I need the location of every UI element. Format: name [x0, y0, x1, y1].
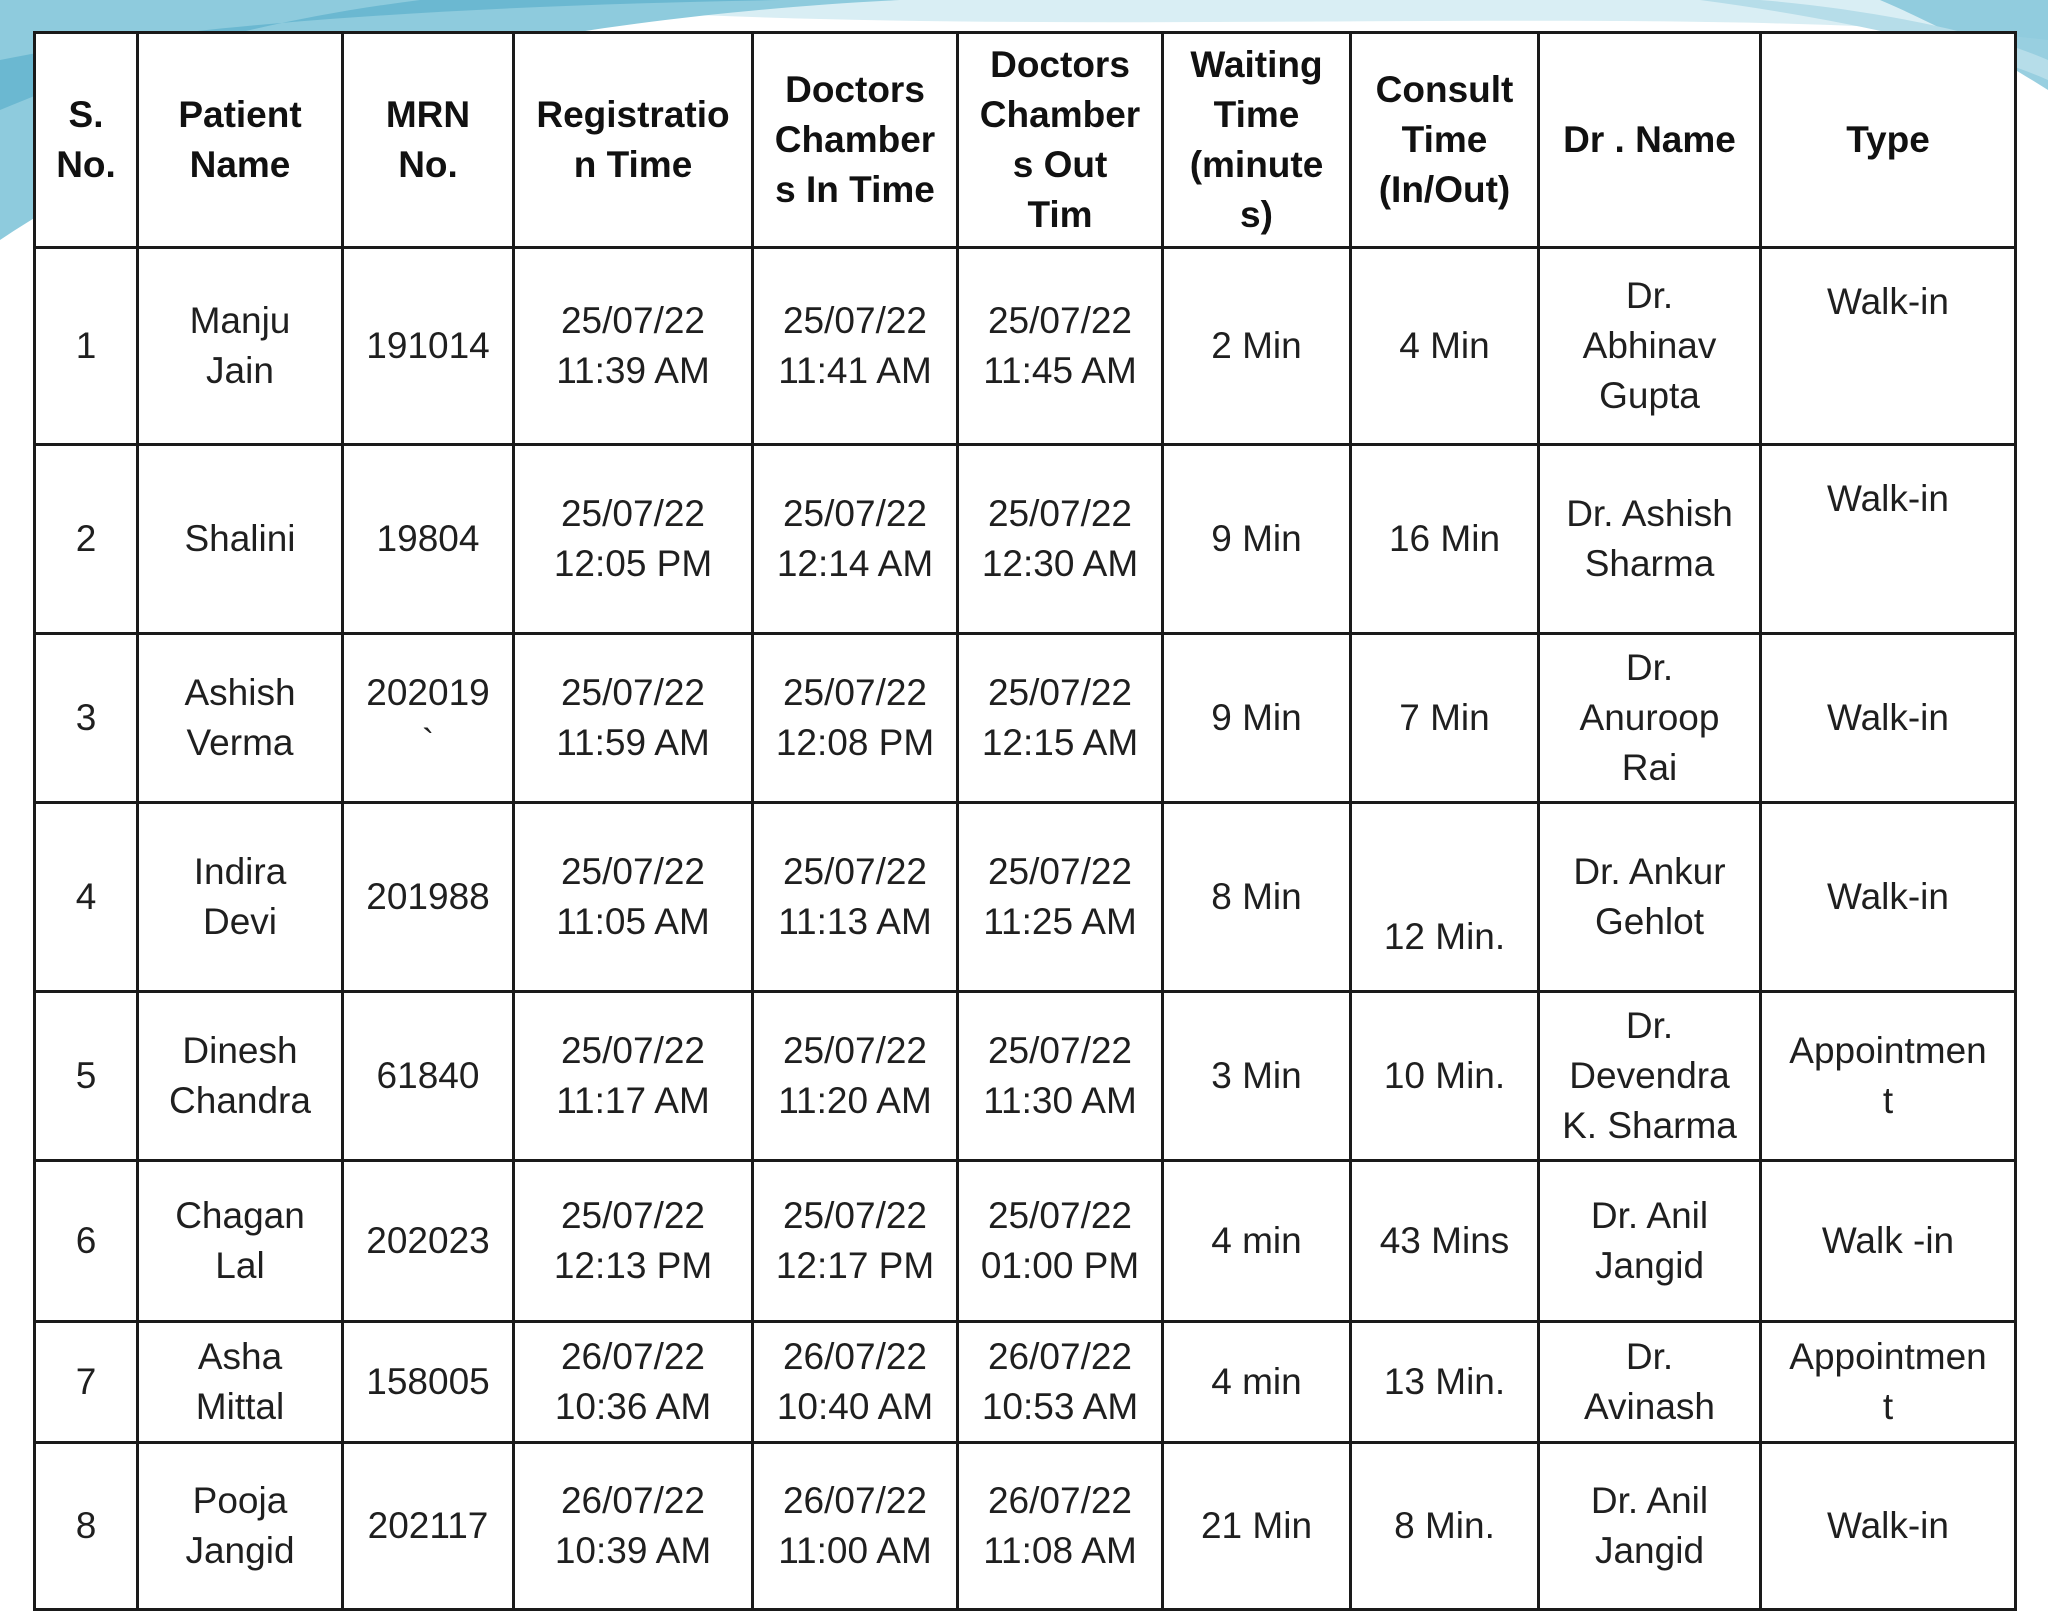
cell-sno: 6 [35, 1161, 138, 1322]
cell-chamber-in-time: 26/07/22 10:40 AM [753, 1322, 958, 1443]
cell-waiting-time: 9 Min [1163, 634, 1351, 803]
cell-waiting-time: 21 Min [1163, 1443, 1351, 1610]
cell-registration-time: 25/07/22 11:05 AM [514, 803, 753, 992]
cell-chamber-in-time: 26/07/22 11:00 AM [753, 1443, 958, 1610]
cell-chamber-out-time: 25/07/22 11:25 AM [958, 803, 1163, 992]
cell-registration-time: 25/07/22 12:13 PM [514, 1161, 753, 1322]
cell-chamber-in-time: 25/07/22 11:20 AM [753, 992, 958, 1161]
cell-type: Walk-in [1761, 445, 2016, 634]
cell-patient-name: Asha Mittal [138, 1322, 343, 1443]
cell-consult-time: 8 Min. [1351, 1443, 1539, 1610]
cell-sno: 7 [35, 1322, 138, 1443]
cell-chamber-out-time: 26/07/22 10:53 AM [958, 1322, 1163, 1443]
header-patient-name: Patient Name [138, 33, 343, 248]
header-waiting-time: Waiting Time (minute s) [1163, 33, 1351, 248]
cell-mrn: 202019 ` [343, 634, 514, 803]
cell-registration-time: 25/07/22 11:59 AM [514, 634, 753, 803]
cell-mrn: 158005 [343, 1322, 514, 1443]
cell-mrn: 191014 [343, 248, 514, 445]
cell-chamber-out-time: 25/07/22 11:45 AM [958, 248, 1163, 445]
cell-mrn: 202117 [343, 1443, 514, 1610]
cell-registration-time: 26/07/22 10:36 AM [514, 1322, 753, 1443]
cell-doctor-name: Dr. Devendra K. Sharma [1539, 992, 1761, 1161]
cell-doctor-name: Dr. Anil Jangid [1539, 1161, 1761, 1322]
table-row [35, 248, 2016, 445]
header-mrn: MRN No. [343, 33, 514, 248]
header-registration-time: Registratio n Time [514, 33, 753, 248]
cell-waiting-time: 4 min [1163, 1161, 1351, 1322]
cell-mrn: 202023 [343, 1161, 514, 1322]
header-sno: S. No. [35, 33, 138, 248]
cell-mrn: 61840 [343, 992, 514, 1161]
cell-patient-name: Indira Devi [138, 803, 343, 992]
cell-patient-name: Shalini [138, 445, 343, 634]
patient-waiting-table [33, 31, 2017, 1611]
cell-chamber-in-time: 25/07/22 12:17 PM [753, 1161, 958, 1322]
cell-consult-time: 43 Mins [1351, 1161, 1539, 1322]
cell-chamber-out-time: 25/07/22 12:30 AM [958, 445, 1163, 634]
cell-waiting-time: 9 Min [1163, 445, 1351, 634]
cell-type: Walk -in [1761, 1161, 2016, 1322]
header-dr-name: Dr . Name [1539, 33, 1761, 248]
cell-doctor-name: Dr. Avinash [1539, 1322, 1761, 1443]
cell-chamber-in-time: 25/07/22 12:08 PM [753, 634, 958, 803]
table-row [35, 634, 2016, 803]
cell-registration-time: 25/07/22 11:17 AM [514, 992, 753, 1161]
cell-chamber-out-time: 26/07/22 11:08 AM [958, 1443, 1163, 1610]
cell-type: Walk-in [1761, 1443, 2016, 1610]
header-consult-time: Consult Time (In/Out) [1351, 33, 1539, 248]
cell-consult-time: 16 Min [1351, 445, 1539, 634]
cell-patient-name: Ashish Verma [138, 634, 343, 803]
cell-mrn: 19804 [343, 445, 514, 634]
cell-chamber-out-time: 25/07/22 12:15 AM [958, 634, 1163, 803]
header-row [35, 33, 2016, 248]
cell-patient-name: Pooja Jangid [138, 1443, 343, 1610]
cell-registration-time: 25/07/22 11:39 AM [514, 248, 753, 445]
cell-type: Appointmen t [1761, 1322, 2016, 1443]
cell-doctor-name: Dr. Ankur Gehlot [1539, 803, 1761, 992]
cell-waiting-time: 8 Min [1163, 803, 1351, 992]
cell-chamber-in-time: 25/07/22 11:41 AM [753, 248, 958, 445]
header-chamber-in-time: Doctors Chamber s In Time [753, 33, 958, 248]
cell-consult-time: 4 Min [1351, 248, 1539, 445]
cell-waiting-time: 4 min [1163, 1322, 1351, 1443]
cell-chamber-in-time: 25/07/22 12:14 AM [753, 445, 958, 634]
cell-chamber-out-time: 25/07/22 01:00 PM [958, 1161, 1163, 1322]
cell-patient-name: Chagan Lal [138, 1161, 343, 1322]
cell-patient-name: Dinesh Chandra [138, 992, 343, 1161]
cell-sno: 2 [35, 445, 138, 634]
table-row [35, 1161, 2016, 1322]
cell-consult-time: 7 Min [1351, 634, 1539, 803]
cell-sno: 3 [35, 634, 138, 803]
cell-registration-time: 26/07/22 10:39 AM [514, 1443, 753, 1610]
cell-registration-time: 25/07/22 12:05 PM [514, 445, 753, 634]
cell-sno: 4 [35, 803, 138, 992]
cell-doctor-name: Dr. Ashish Sharma [1539, 445, 1761, 634]
header-chamber-out-time: Doctors Chamber s Out Tim [958, 33, 1163, 248]
cell-type: Walk-in [1761, 803, 2016, 992]
patient-waiting-table-container [33, 31, 2017, 1611]
cell-chamber-in-time: 25/07/22 11:13 AM [753, 803, 958, 992]
cell-patient-name: Manju Jain [138, 248, 343, 445]
cell-type: Walk-in [1761, 634, 2016, 803]
table-row [35, 1443, 2016, 1610]
table-row [35, 445, 2016, 634]
cell-doctor-name: Dr. Anuroop Rai [1539, 634, 1761, 803]
cell-sno: 1 [35, 248, 138, 445]
cell-waiting-time: 3 Min [1163, 992, 1351, 1161]
cell-consult-time: 12 Min. [1351, 803, 1539, 992]
table-row [35, 803, 2016, 992]
table-row [35, 992, 2016, 1161]
cell-mrn: 201988 [343, 803, 514, 992]
cell-type: Walk-in [1761, 248, 2016, 445]
cell-doctor-name: Dr. Anil Jangid [1539, 1443, 1761, 1610]
header-type: Type [1761, 33, 2016, 248]
cell-sno: 5 [35, 992, 138, 1161]
table-row [35, 1322, 2016, 1443]
cell-doctor-name: Dr. Abhinav Gupta [1539, 248, 1761, 445]
cell-waiting-time: 2 Min [1163, 248, 1351, 445]
cell-type: Appointmen t [1761, 992, 2016, 1161]
cell-consult-time: 10 Min. [1351, 992, 1539, 1161]
cell-sno: 8 [35, 1443, 138, 1610]
cell-consult-time: 13 Min. [1351, 1322, 1539, 1443]
cell-chamber-out-time: 25/07/22 11:30 AM [958, 992, 1163, 1161]
